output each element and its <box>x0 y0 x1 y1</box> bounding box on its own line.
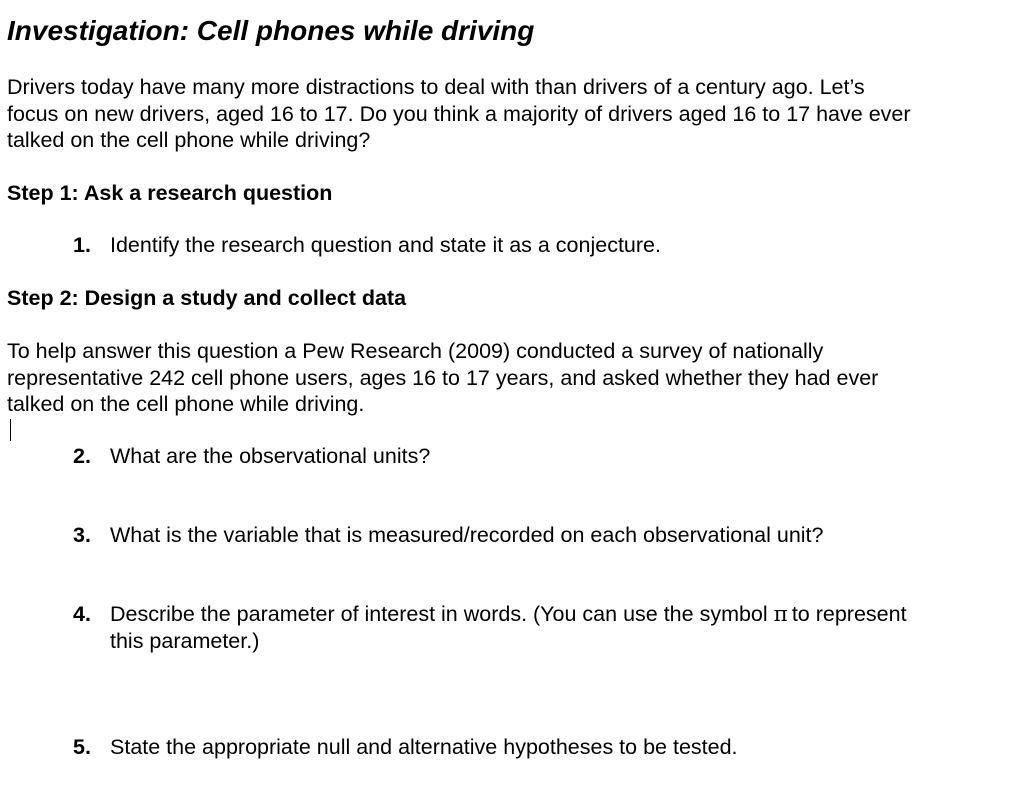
intro-paragraph <box>7 74 1012 154</box>
step-2-heading: Step 2: Design a study and collect data <box>7 286 407 310</box>
question-1 <box>73 232 1013 259</box>
pi-symbol: π <box>773 602 788 627</box>
question-4-text-before: Describe the parameter of interest in words. (You can use the symbol <box>110 602 768 626</box>
question-2-number: 2. <box>73 444 91 468</box>
question-5-number: 5. <box>73 735 91 759</box>
question-4-line-1 <box>110 601 1013 628</box>
study-paragraph <box>7 338 1012 418</box>
question-2-text: What are the observational units? <box>110 444 431 468</box>
question-1-text: Identify the research question and state it as a conjecture. <box>110 233 661 257</box>
study-line-1: To help answer this question a Pew Research (2009) conducted a survey of nationally <box>7 339 824 363</box>
question-4-number: 4. <box>73 602 91 626</box>
study-line-2: representative 242 cell phone users, ages 16 to 17 years, and asked whether they had ever <box>7 365 879 390</box>
question-3-text: What is the variable that is measured/recorded on each observational unit? <box>110 523 824 547</box>
question-4-text <box>110 601 1013 655</box>
text-cursor <box>10 419 11 441</box>
question-4-line-2: this parameter.) <box>110 629 260 653</box>
question-5-text: State the appropriate null and alternative hypotheses to be tested. <box>110 735 738 759</box>
intro-line-2: focus on new drivers, aged 16 to 17. Do you think a majority of drivers aged 16 to 17 have ever <box>7 101 911 126</box>
step-1-heading: Step 1: Ask a research question <box>7 181 333 205</box>
study-line-3: talked on the cell phone while driving. <box>7 392 365 416</box>
question-2 <box>73 443 1013 470</box>
question-3 <box>73 522 1013 549</box>
question-4-text-after: to represent <box>791 602 907 626</box>
document-title: Investigation: Cell phones while driving <box>7 15 535 46</box>
intro-line-1: Drivers today have many more distractions to deal with than drivers of a century ago. Let’s <box>7 75 865 99</box>
question-4 <box>73 601 1013 655</box>
question-3-number: 3. <box>73 523 91 547</box>
question-1-number: 1. <box>73 233 91 257</box>
intro-line-3: talked on the cell phone while driving? <box>7 128 371 152</box>
question-5 <box>73 734 1013 761</box>
